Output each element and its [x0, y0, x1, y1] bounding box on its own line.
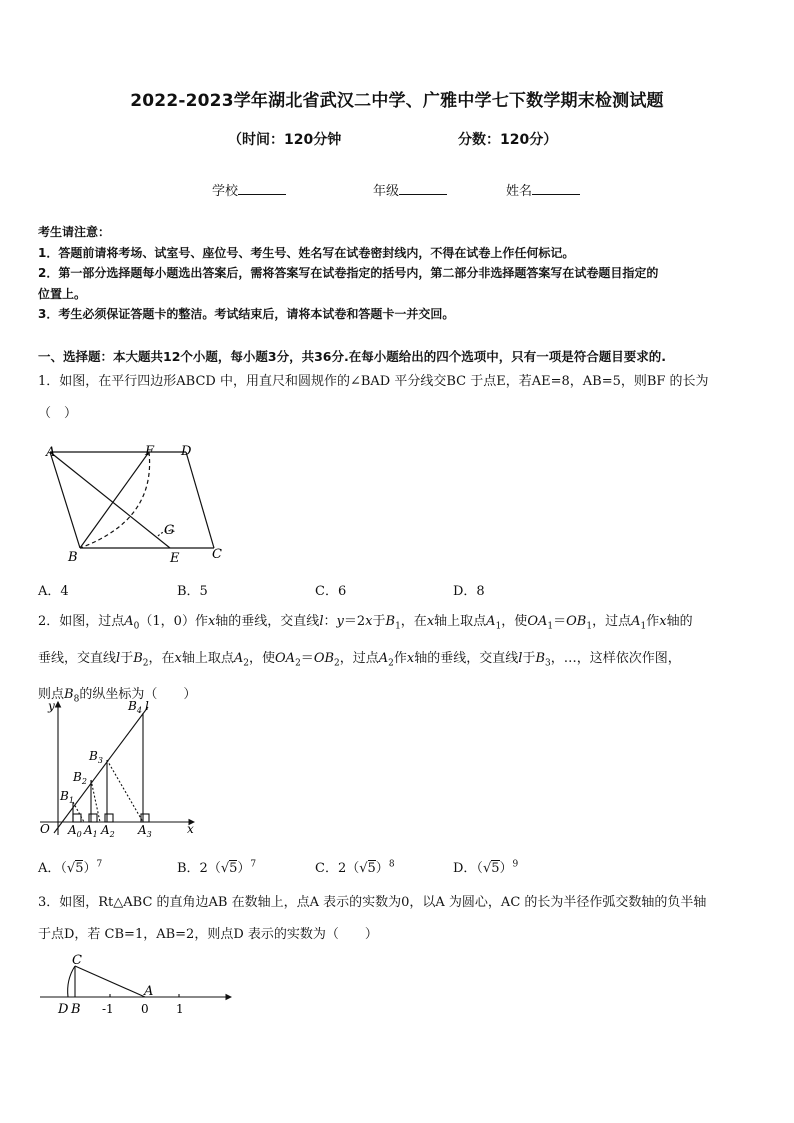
- q2-option-d[interactable]: D．$(√5)^9$: [453, 859, 519, 876]
- notes-item: 3．考生必须保证答题卡的整洁。考试结束后，请将本试卷和答题卡一并交回。: [38, 307, 455, 321]
- school-field: [212, 180, 286, 199]
- section-heading: 一、选择题：本大题共12个小题，每小题3分，共36分.在每小题给出的四个选项中，只有一项是符合题目要求的.: [38, 349, 666, 364]
- label-A: A: [46, 445, 56, 460]
- tick-1: 1: [176, 1002, 184, 1016]
- label-A1: $A_1$: [84, 823, 98, 839]
- axis-y-label: y: [48, 699, 55, 713]
- q2-option-b[interactable]: B．$2(√5)^7$: [177, 859, 257, 876]
- label-A2: $A_2$: [101, 823, 115, 839]
- school-label: 学校: [212, 184, 239, 199]
- q2-option-a[interactable]: A．$(√5)^7$: [38, 859, 103, 876]
- q3-line-2: 于点D，若 CB=1，AB=2，则点D 表示的实数为（ ）: [38, 927, 378, 942]
- label-F: F: [145, 444, 155, 459]
- exam-time: （时间：120分钟: [228, 132, 342, 148]
- grade-label: 年级: [373, 184, 400, 199]
- q2-figure: [36, 697, 201, 839]
- notes-item: 2．第一部分选择题每小题选出答案后，需将答案写在试卷指定的括号内，第二部分非选择题答案写在试卷题目指定的: [38, 266, 659, 280]
- q3-line-1: 3．如图，Rt△ABC 的直角边AB 在数轴上，点A 表示的实数为0，以A 为圆心，AC 的长为半径作弧交数轴的负半轴: [38, 895, 707, 910]
- label-B: B: [68, 550, 78, 565]
- school-blank[interactable]: [238, 182, 286, 195]
- q2-line-1: 2．如图，过点$A_0(1$，0）作x轴的垂线，交直线l：y＝2x于$B_1$，在x轴上取点$A_1$，使$OA_1=OB_1$，过点$A_1$作x轴的: [38, 614, 693, 632]
- grade-field: [373, 180, 447, 199]
- q1-option-c[interactable]: C．6: [315, 584, 347, 599]
- grade-blank[interactable]: [399, 182, 447, 195]
- q2-option-c[interactable]: C．$2(√5)^8$: [315, 859, 395, 876]
- label-D: D: [181, 444, 192, 459]
- label-C: C: [72, 953, 82, 968]
- origin-label: O: [40, 822, 50, 836]
- notes-item: 1．答题前请将考场、试室号、座位号、考生号、姓名写在试卷密封线内，不得在试卷上作任何标记。: [38, 245, 575, 260]
- q1-text: 1．如图，在平行四边形ABCD 中，用直尺和圆规作的∠BAD 平分线交BC 于点E，若AE=8，AB=5，则BF 的长为: [38, 374, 709, 389]
- label-B1: $B_1$: [60, 789, 74, 805]
- label-B3: $B_3$: [89, 749, 103, 765]
- label-B4: $B_4$: [128, 699, 142, 715]
- notes-item: 位置上。: [38, 286, 87, 301]
- q2-line-2: 垂线，交直线l于$B_2$，在x轴上取点$A_2$，使$OA_2=OB_2$，过点$A_2$作x轴的垂线，交直线l于$B_3$，…，这样依次作图，: [38, 650, 681, 669]
- label-A: A: [144, 984, 154, 999]
- notes-heading: 考生请注意：: [38, 225, 111, 239]
- label-A3: $A_3$: [138, 823, 152, 839]
- name-label: 姓名: [506, 184, 533, 199]
- line-l-label: l: [145, 699, 149, 713]
- q1-option-b[interactable]: B．5: [177, 584, 208, 599]
- q1-figure: [38, 440, 238, 565]
- q2-line-3: 则点$B_8$的纵坐标为（ ）: [38, 687, 197, 705]
- label-B2: $B_2$: [73, 770, 87, 786]
- q3-figure: [36, 950, 241, 1018]
- label-A0: $A_0$: [68, 823, 82, 839]
- name-blank[interactable]: [532, 182, 580, 195]
- name-field: [506, 180, 580, 199]
- question-1: [38, 366, 760, 430]
- label-D: D: [58, 1002, 69, 1017]
- label-E: E: [170, 551, 180, 565]
- q1-option-d[interactable]: D．8: [453, 584, 485, 599]
- exam-score: 分数：120分）: [458, 132, 558, 148]
- exam-notes: [38, 222, 758, 325]
- tick-minus-1: -1: [102, 1002, 114, 1016]
- q1-option-a[interactable]: A．4: [38, 584, 69, 599]
- label-C: C: [212, 547, 222, 562]
- label-G: G: [164, 523, 175, 538]
- q1-paren: （ ）: [38, 406, 78, 421]
- question-3: [38, 887, 760, 951]
- page-title: 2022-2023学年湖北省武汉二中学、广雅中学七下数学期末检测试题: [130, 91, 664, 111]
- tick-0: 0: [141, 1002, 149, 1016]
- label-B: B: [71, 1002, 81, 1017]
- axis-x-label: x: [187, 822, 194, 836]
